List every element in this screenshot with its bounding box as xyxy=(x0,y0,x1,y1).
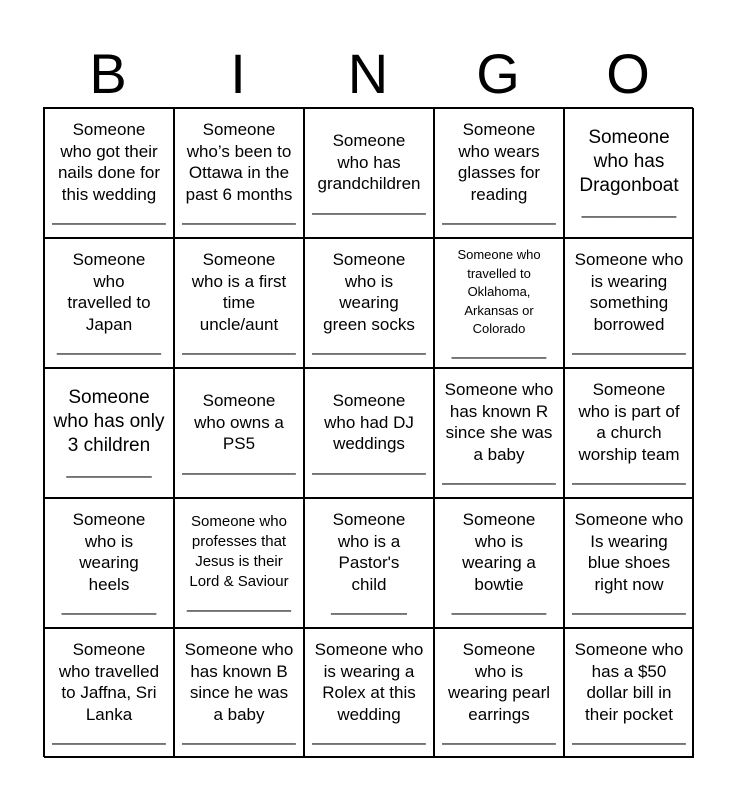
cell-answer-line: ____________ xyxy=(312,455,426,475)
bingo-cell[interactable] xyxy=(564,498,694,628)
cell-answer-line: ____________ xyxy=(442,466,556,486)
cell-prompt: Someone who owns a PS5 xyxy=(194,391,284,453)
cell-answer-line: ____________ xyxy=(52,726,166,746)
cell-prompt: Someone who has a $50 dollar bill in their pocket xyxy=(574,640,684,724)
cell-prompt: Someone who travelled to Jaffna, Sri Lanka xyxy=(58,640,160,724)
bingo-cell[interactable] xyxy=(304,108,434,238)
bingo-cell[interactable] xyxy=(564,628,694,758)
cell-prompt: Someone who Is wearing blue shoes right now xyxy=(574,510,684,594)
header-letter-g: G xyxy=(476,42,520,105)
cell-prompt: Someone who is wearing green socks xyxy=(323,250,415,334)
header-letter-n: N xyxy=(347,42,389,105)
cell-answer-line: _________ xyxy=(66,459,152,479)
cell-prompt: Someone who travelled to Japan xyxy=(67,250,151,334)
cell-prompt: Someone who has only 3 children xyxy=(53,387,165,457)
cell-prompt: Someone who is wearing pearl earrings xyxy=(447,640,551,724)
cell-answer-line: ____________ xyxy=(312,336,426,356)
bingo-cell[interactable] xyxy=(44,498,174,628)
cell-prompt: Someone who has known B since he was a baby xyxy=(184,640,294,724)
cell-answer-line: ___________ xyxy=(56,336,161,356)
cell-prompt: Someone who has known R since she was a baby xyxy=(444,380,554,464)
bingo-cell[interactable] xyxy=(174,628,304,758)
cell-prompt: Someone who got their nails done for this wedding xyxy=(57,120,161,204)
cell-prompt: Someone who is a Pastor's child xyxy=(332,510,406,594)
cell-prompt: Someone who has grandchildren xyxy=(317,131,421,193)
cell-answer-line: __________ xyxy=(451,339,547,359)
bingo-cell[interactable] xyxy=(434,368,564,498)
cell-prompt: Someone who is wearing a Rolex at this wedding xyxy=(314,640,424,724)
cell-answer-line: ____________ xyxy=(182,336,296,356)
bingo-cell[interactable] xyxy=(434,108,564,238)
cell-answer-line: ____________ xyxy=(52,206,166,226)
cell-prompt: Someone who is wearing something borrowed xyxy=(574,250,684,334)
cell-answer-line: __________ xyxy=(451,596,547,616)
cell-answer-line: ____________ xyxy=(572,466,686,486)
cell-prompt: Someone who has Dragonboat xyxy=(579,127,679,197)
bingo-cell[interactable] xyxy=(174,368,304,498)
cell-answer-line: __________ xyxy=(581,199,677,219)
cell-answer-line: ____________ xyxy=(182,455,296,475)
bingo-cell[interactable] xyxy=(304,498,434,628)
cell-prompt: Someone who’s been to Ottawa in the past 6 months xyxy=(185,120,293,204)
header-letter-i: I xyxy=(230,42,246,105)
cell-prompt: Someone who had DJ weddings xyxy=(324,391,414,453)
bingo-cell[interactable] xyxy=(434,238,564,368)
bingo-cell[interactable] xyxy=(564,368,694,498)
cell-prompt: Someone who professes that Jesus is their Lord & Saviour xyxy=(189,513,289,591)
cell-answer-line: ________ xyxy=(331,596,407,616)
header-letter-b: B xyxy=(89,42,127,105)
cell-answer-line: ____________ xyxy=(312,195,426,215)
cell-answer-line: __________ xyxy=(61,596,157,616)
bingo-cell[interactable] xyxy=(44,108,174,238)
cell-answer-line: ____________ xyxy=(182,206,296,226)
cell-answer-line: ____________ xyxy=(572,726,686,746)
cell-answer-line: ____________ xyxy=(572,596,686,616)
cell-prompt: Someone who is a first time uncle/aunt xyxy=(191,250,287,334)
bingo-header xyxy=(43,40,693,108)
bingo-cell[interactable] xyxy=(304,628,434,758)
bingo-cell[interactable] xyxy=(304,238,434,368)
bingo-cell[interactable] xyxy=(44,628,174,758)
cell-prompt: Someone who is wearing a bowtie xyxy=(462,510,536,594)
bingo-cell[interactable] xyxy=(304,368,434,498)
cell-prompt: Someone who is part of a church worship team xyxy=(578,380,680,464)
bingo-cell[interactable] xyxy=(434,628,564,758)
bingo-cell[interactable] xyxy=(44,238,174,368)
bingo-cell[interactable] xyxy=(434,498,564,628)
bingo-cell[interactable] xyxy=(174,108,304,238)
bingo-cell[interactable] xyxy=(564,238,694,368)
cell-answer-line: ____________ xyxy=(312,726,426,746)
cell-prompt: Someone who travelled to Oklahoma, Arkansas or Colorado xyxy=(457,247,541,336)
bingo-cell[interactable] xyxy=(44,368,174,498)
bingo-cell[interactable] xyxy=(174,498,304,628)
bingo-cell[interactable] xyxy=(174,238,304,368)
bingo-grid xyxy=(43,107,693,757)
cell-answer-line: ____________ xyxy=(572,336,686,356)
cell-answer-line: ____________ xyxy=(182,726,296,746)
bingo-cell[interactable] xyxy=(564,108,694,238)
header-letter-o: O xyxy=(606,42,650,105)
cell-answer-line: ___________ xyxy=(186,593,291,613)
cell-prompt: Someone who is wearing heels xyxy=(72,510,146,594)
cell-answer-line: ____________ xyxy=(442,206,556,226)
cell-prompt: Someone who wears glasses for reading xyxy=(457,120,541,204)
cell-answer-line: ____________ xyxy=(442,726,556,746)
